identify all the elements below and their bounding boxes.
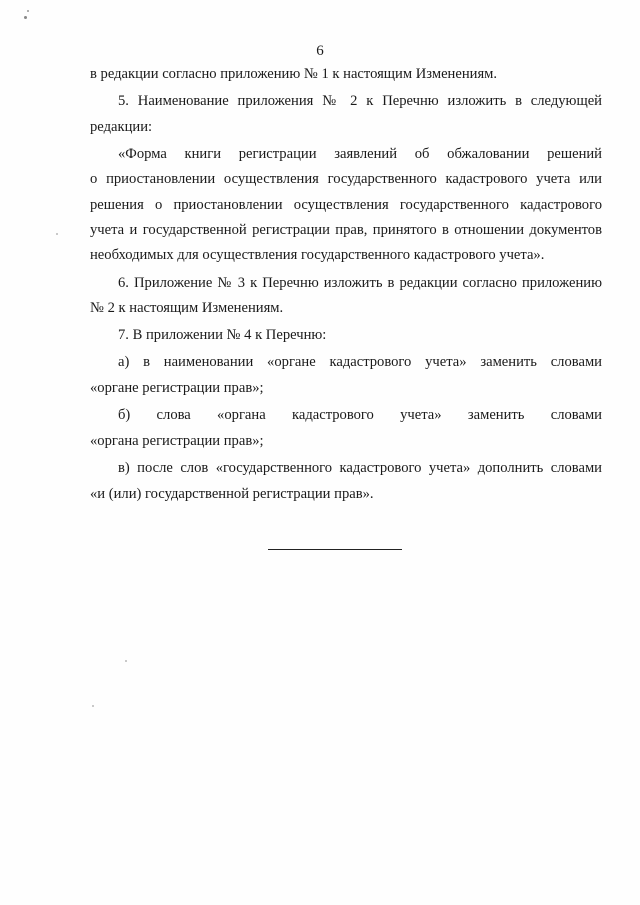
page-number: 6: [316, 43, 324, 59]
scan-mark: [27, 10, 29, 12]
quote-line-3: решения о приостановлении осуществления государственного кадастрового: [90, 197, 602, 213]
scan-mark: [125, 660, 127, 662]
item-6-line-1: 6. Приложение № 3 к Перечню изложить в редакции согласно приложению: [118, 275, 602, 291]
item-7v-line-2: «и (или) государственной регистрации прав».: [90, 486, 374, 502]
item-7v-line-1: в) после слов «государственного кадастрового учета» дополнить словами: [118, 460, 602, 476]
scan-mark: [92, 705, 94, 707]
item-7a-line-2: «органе регистрации прав»;: [90, 380, 264, 396]
item-7a-line-1: а) в наименовании «органе кадастрового учета» заменить словами: [118, 354, 602, 370]
body-line: в редакции согласно приложению № 1 к настоящим Изменениям.: [90, 66, 498, 82]
scan-mark: [24, 16, 27, 19]
end-rule: [268, 549, 402, 550]
quote-line-5: необходимых для осуществления государственного кадастрового учета».: [90, 247, 545, 263]
item-7-line-1: 7. В приложении № 4 к Перечню:: [118, 327, 327, 343]
scan-mark: [56, 233, 58, 235]
quote-line-4: учета и государственной регистрации прав, принятого в отношении документов: [90, 222, 602, 238]
item-6-line-2: № 2 к настоящим Изменениям.: [90, 300, 284, 316]
item-7b-line-2: «органа регистрации прав»;: [90, 433, 264, 449]
item-5-line-1: 5. Наименование приложения № 2 к Перечню изложить в следующей: [118, 93, 602, 109]
item-7b-line-1: б) слова «органа кадастрового учета» заменить словами: [118, 407, 602, 423]
quote-line-2: о приостановлении осуществления государственного кадастрового учета или: [90, 171, 602, 187]
quote-line-1: «Форма книги регистрации заявлений об обжаловании решений: [118, 146, 602, 162]
item-5-line-2: редакции:: [90, 119, 153, 135]
